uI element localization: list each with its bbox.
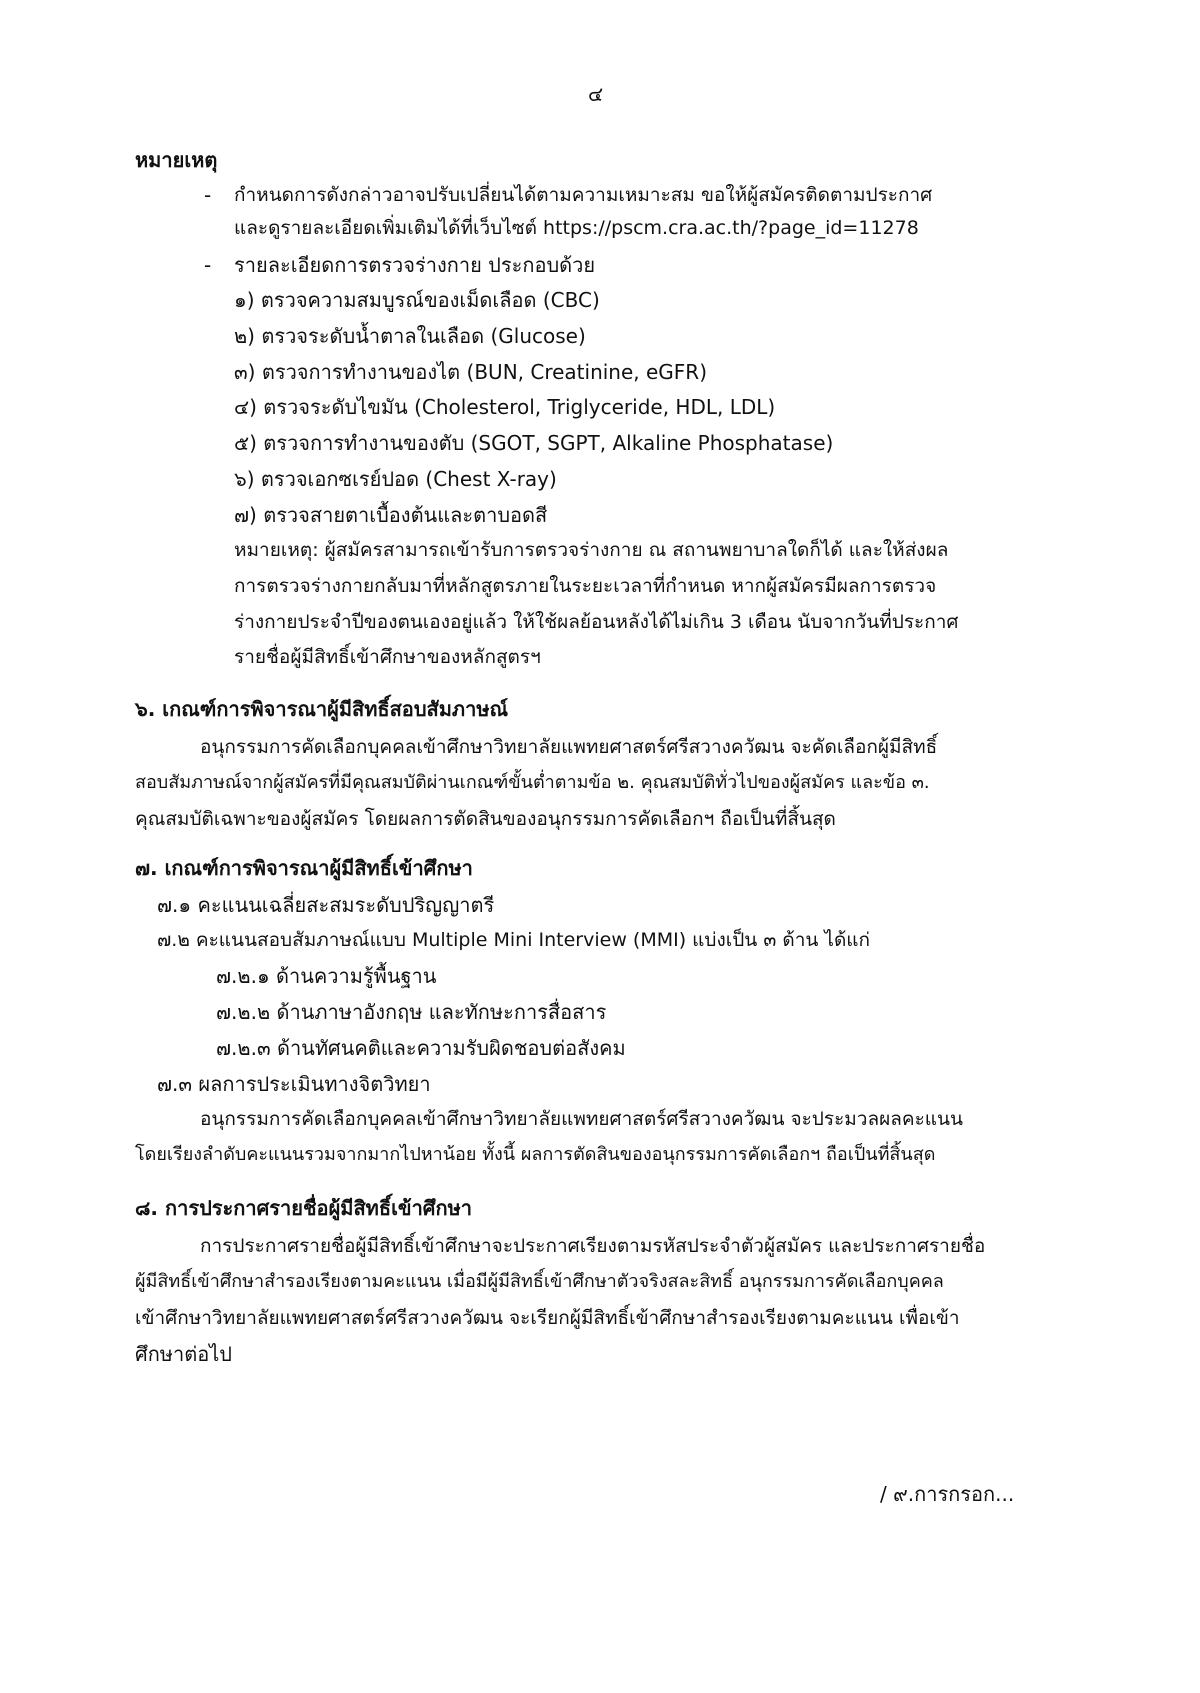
section7-heading: ๗. เกณฑ์การพิจารณาผู้มีสิทธิ์เข้าศึกษา — [135, 856, 473, 880]
remark-note-line: การตรวจร่างกายกลับมาที่หลักสูตรภายในระยะเวลาที่กำหนด หากผู้สมัครมีผลการตรวจ — [234, 575, 937, 597]
remark-item2-title: รายละเอียดการตรวจร่างกาย ประกอบด้วย — [234, 253, 596, 277]
exam-item: ๑) ตรวจความสมบูรณ์ของเม็ดเลือด (CBC) — [234, 288, 600, 312]
exam-item: ๖) ตรวจเอกซเรย์ปอด (Chest X-ray) — [234, 467, 557, 491]
exam-item: ๗) ตรวจสายตาเบื้องต้นและตาบอดสี — [234, 503, 548, 527]
section7-item: ๗.๑ คะแนนเฉลี่ยสะสมระดับปริญญาตรี — [157, 893, 495, 917]
remark-note-line: ร่างกายประจำปีของตนเองอยู่แล้ว ให้ใช้ผลย้อนหลังได้ไม่เกิน 3 เดือน นับจากวันที่ประกาศ — [234, 611, 959, 633]
section8-line: ผู้มีสิทธิ์เข้าศึกษาสำรองเรียงตามคะแนน เมื่อมีผู้มีสิทธิ์เข้าศึกษาตัวจริงสละสิทธิ์ อนุกรรมการคัดเลือกบุคคล — [135, 1271, 944, 1292]
exam-item: ๒) ตรวจระดับน้ำตาลในเลือด (Glucose) — [234, 324, 586, 348]
section7-subitem: ๗.๒.๑ ด้านความรู้พื้นฐาน — [216, 964, 437, 988]
section8-line: เข้าศึกษาวิทยาลัยแพทยศาสตร์ศรีสวางควัฒน จะเรียกผู้มีสิทธิ์เข้าศึกษาสำรองเรียงตามคะแนน เพื่อเข้า — [135, 1307, 960, 1329]
section6-heading: ๖. เกณฑ์การพิจารณาผู้มีสิทธิ์สอบสัมภาษณ์ — [135, 697, 509, 721]
section7-item: ๗.๒ คะแนนสอบสัมภาษณ์แบบ Multiple Mini Interview (MMI) แบ่งเป็น ๓ ด้าน ได้แก่ — [157, 929, 871, 951]
section7-line: อนุกรรมการคัดเลือกบุคคลเข้าศึกษาวิทยาลัยแพทยศาสตร์ศรีสวางควัฒน จะประมวลผลคะแนน — [200, 1108, 964, 1130]
section8-line: ศึกษาต่อไป — [135, 1342, 232, 1366]
page-number: ๔ — [588, 82, 604, 106]
section7-line: โดยเรียงลำดับคะแนนรวมจากมากไปหาน้อย ทั้งนี้ ผลการตัดสินของอนุกรรมการคัดเลือกฯ ถือเป็นที่สิ้นสุด — [135, 1144, 936, 1165]
remark-item1-line2: และดูรายละเอียดเพิ่มเติมได้ที่เว็บไซต์ https://pscm.cra.ac.th/?page_id=11278 — [234, 217, 919, 239]
bullet-dash: - — [204, 183, 212, 207]
section7-subitem: ๗.๒.๓ ด้านทัศนคติและความรับผิดชอบต่อสังคม — [216, 1036, 626, 1060]
section6-line: สอบสัมภาษณ์จากผู้สมัครที่มีคุณสมบัติผ่านเกณฑ์ขั้นต่ำตามข้อ ๒. คุณสมบัติทั่วไปของผู้สมัคร และข้อ ๓. — [135, 772, 930, 793]
bullet-dash: - — [204, 253, 212, 277]
remark-heading: หมายเหตุ — [135, 148, 218, 172]
section7-subitem: ๗.๒.๒ ด้านภาษาอังกฤษ และทักษะการสื่อสาร — [216, 1000, 607, 1024]
remark-item1-line1: กำหนดการดังกล่าวอาจปรับเปลี่ยนได้ตามความเหมาะสม ขอให้ผู้สมัครติดตามประกาศ — [234, 184, 933, 206]
remark-note-line: หมายเหตุ: ผู้สมัครสามารถเข้ารับการตรวจร่างกาย ณ สถานพยาบาลใดก็ได้ และให้ส่งผล — [234, 539, 949, 561]
section7-item: ๗.๓ ผลการประเมินทางจิตวิทยา — [157, 1072, 431, 1096]
exam-item: ๔) ตรวจระดับไขมัน (Cholesterol, Triglyceride, HDL, LDL) — [234, 395, 776, 419]
section6-line: คุณสมบัติเฉพาะของผู้สมัคร โดยผลการตัดสินของอนุกรรมการคัดเลือกฯ ถือเป็นที่สิ้นสุด — [135, 808, 836, 830]
exam-item: ๓) ตรวจการทำงานของไต (BUN, Creatinine, eGFR) — [234, 360, 708, 384]
exam-item: ๕) ตรวจการทำงานของตับ (SGOT, SGPT, Alkaline Phosphatase) — [234, 431, 834, 455]
footer-continuation: / ๙.การกรอก... — [880, 1482, 1015, 1506]
remark-note-line: รายชื่อผู้มีสิทธิ์เข้าศึกษาของหลักสูตรฯ — [234, 646, 541, 668]
section6-line: อนุกรรมการคัดเลือกบุคคลเข้าศึกษาวิทยาลัยแพทยศาสตร์ศรีสวางควัฒน จะคัดเลือกผู้มีสิทธิ์ — [200, 736, 938, 758]
section8-line: การประกาศรายชื่อผู้มีสิทธิ์เข้าศึกษาจะประกาศเรียงตามรหัสประจำตัวผู้สมัคร และประกาศรายชื่อ — [200, 1235, 986, 1257]
section8-heading: ๘. การประกาศรายชื่อผู้มีสิทธิ์เข้าศึกษา — [135, 1196, 473, 1220]
